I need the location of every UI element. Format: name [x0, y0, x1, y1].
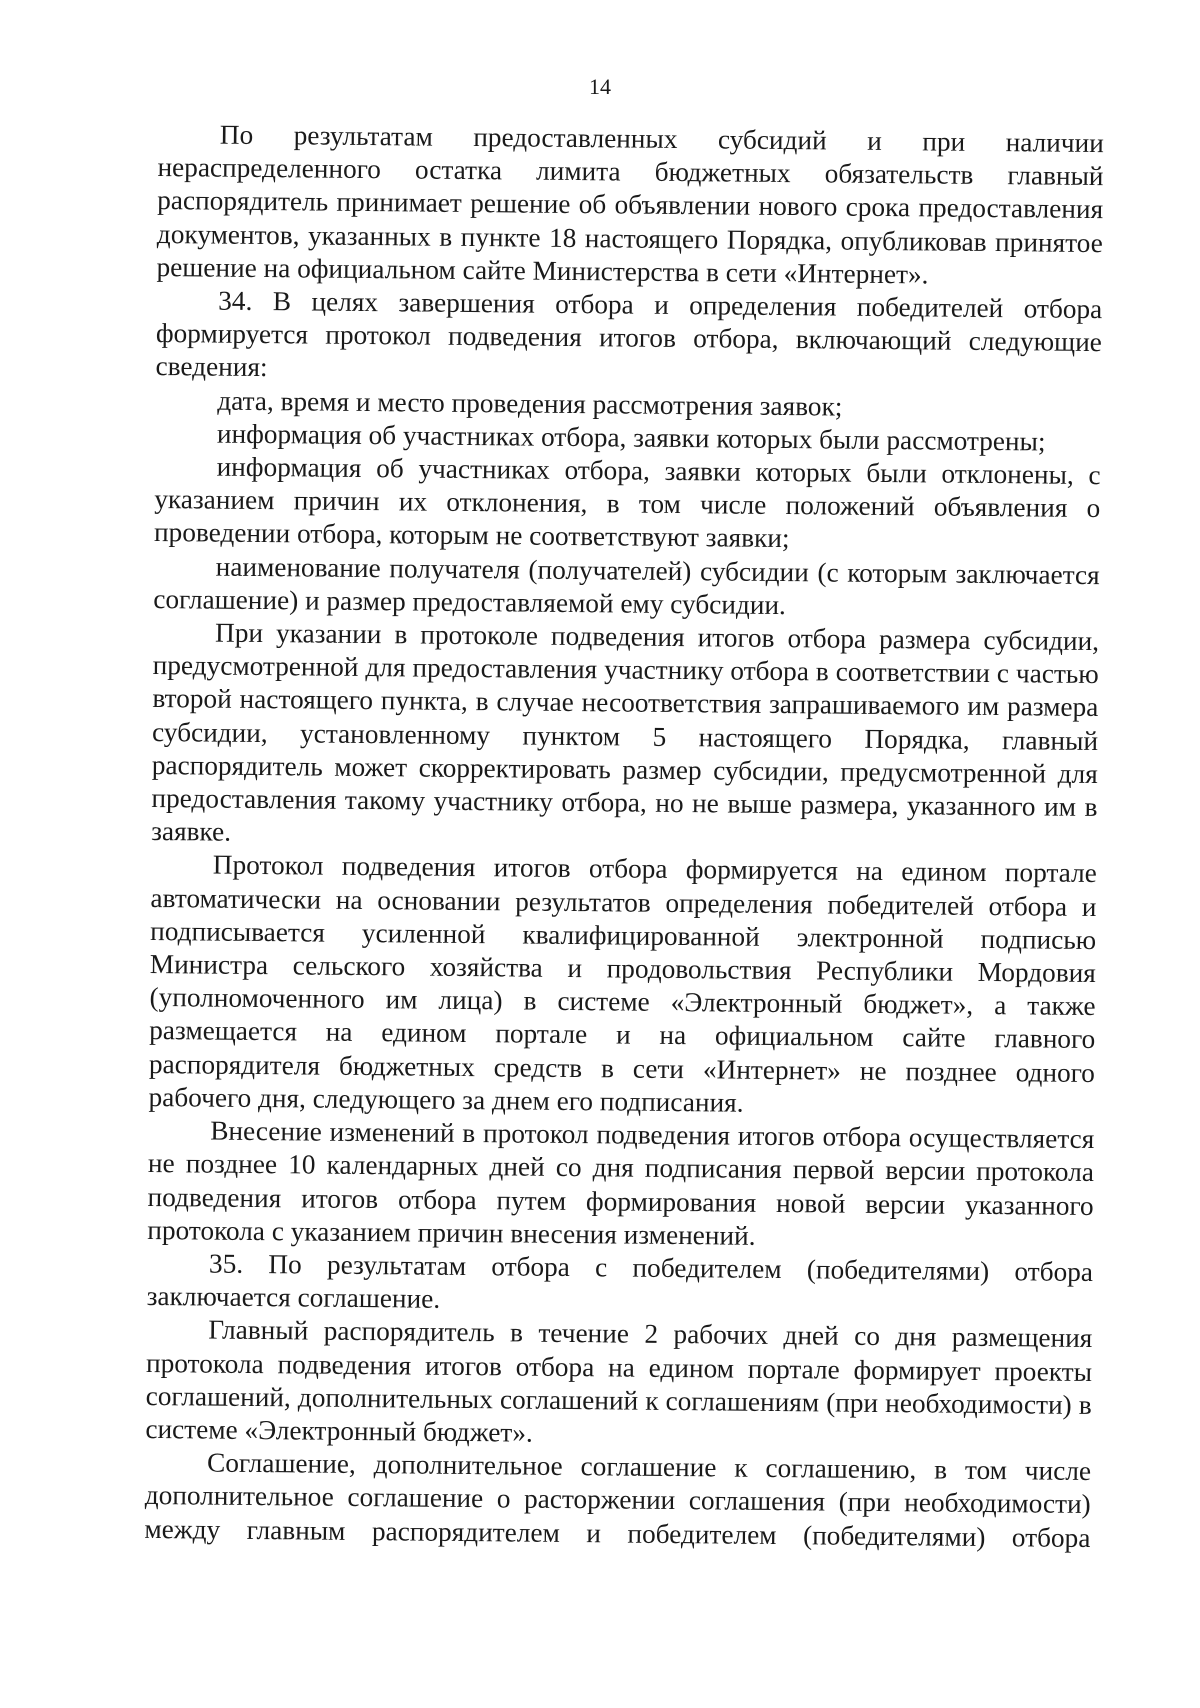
document-body — [144, 118, 1104, 1555]
list-item-recipient-name: наименование получателя (получателей) субсидии (с которым заключается соглашение) и размер предоставляемой ему субсидии. — [153, 551, 1100, 620]
paragraph-agreement-continued: Соглашение, дополнительное соглашение к соглашению, в том числе дополнительное соглашение о расторжении соглашения (при необходимости) между главным распорядителем и победителем (победителями) отбора — [144, 1447, 1092, 1553]
paragraph-new-deadline: По результатам предоставленных субсидий и при наличии нераспределенного остатка лимита бюджетных обязательств главный распорядитель принимает решение об объявлении нового срока предоставления документов, указанных в пункте 18 настоящего Порядка, опубликовав принятое решение на официальном сайте Министерства в сети «Интернет». — [156, 119, 1104, 290]
paragraph-draft-agreements: Главный распорядитель в течение 2 рабочих дней со дня размещения протокола подведения итогов отбора на едином портале формирует проекты соглашений, дополнительных соглашений к соглашениям (при необходимости) в системе «Электронный бюджет». — [145, 1314, 1093, 1448]
page-number: 14 — [589, 74, 611, 99]
paragraph-item-34: 34. В целях завершения отбора и определения победителей отбора формируется протокол подведения итогов отбора, включающий следующие сведения: — [155, 285, 1103, 383]
paragraph-protocol-formation: Протокол подведения итогов отбора формируется на едином портале автоматически на основании результатов определения победителей отбора и подписывается усиленной квалифицированной электронной подписью Министра сельского хозяйства и продовольствия Республики Мордовия (уполномоченного им лица) в системе «Электронный бюджет», а также размещается на едином портале и на официальном сайте главного распорядителя бюджетных средств в сети «Интернет» не позднее одного рабочего дня, следующего за днем его подписания. — [148, 850, 1097, 1118]
paragraph-item-35: 35. По результатам отбора с победителем (победителями) отбора заключается соглашение. — [146, 1248, 1094, 1314]
list-item-date-time-place: дата, время и место проведения рассмотрения заявок; — [217, 385, 843, 422]
list-item-rejected-participants: информация об участниках отбора, заявки которых были отклонены, с указанием причин их отклонения, в том числе положений объявления о проведении отбора, которым не соответствуют заявки; — [153, 451, 1101, 554]
paragraph-protocol-changes: Внесение изменений в протокол подведения итогов отбора осуществляется не позднее 10 календарных дней со дня подписания первой версии протокола подведения итогов отбора путем формирования новой версии указанного протокола с указанием причин внесения изменений. — [147, 1115, 1095, 1251]
paragraph-subsidy-adjustment: При указании в протоколе подведения итогов отбора размера субсидии, предусмотренной для предоставления участнику отбора в соответствии с частью второй настоящего пункта, в случае несоответствия запрашиваемого им размера субсидии, установленному пунктом 5 настоящего Порядка, главный распорядитель может скорректировать размер субсидии, предусмотренной для предоставления такому участнику отбора, но не выше размера, указанного им в заявке. — [151, 617, 1100, 847]
list-item-reviewed-participants: информация об участниках отбора, заявки которых были рассмотрены; — [216, 418, 1046, 457]
